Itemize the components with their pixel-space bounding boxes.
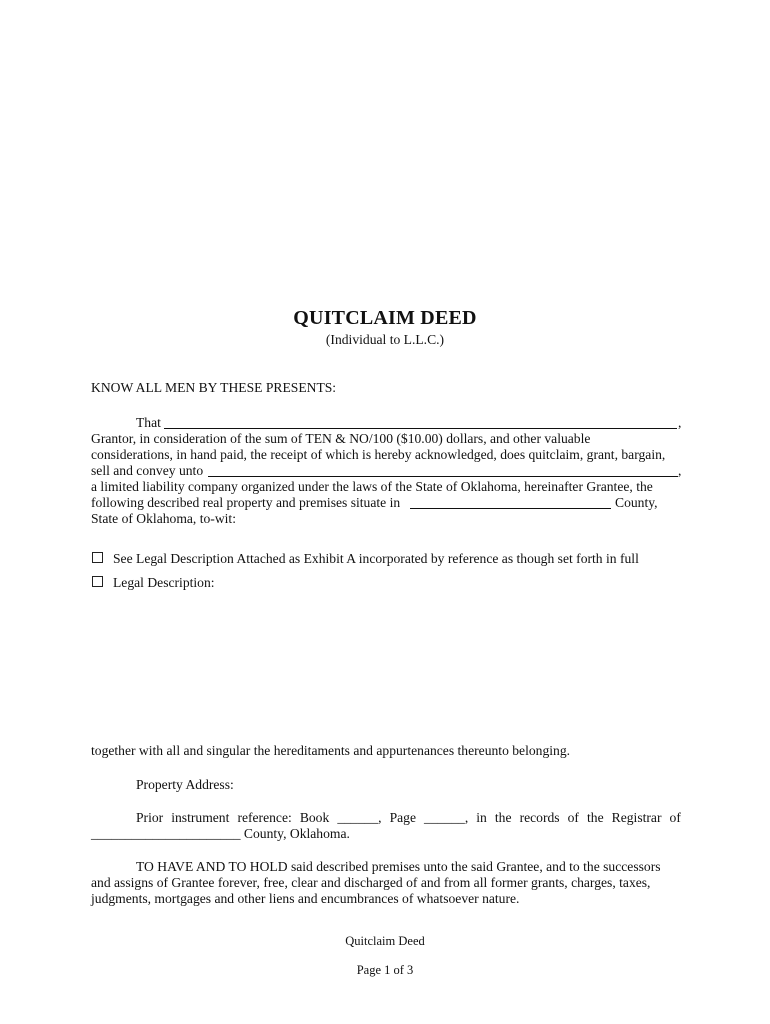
preamble: KNOW ALL MEN BY THESE PRESENTS: [91, 380, 337, 395]
footer-title: Quitclaim Deed [345, 934, 425, 948]
comma: , [678, 463, 682, 478]
word: in [476, 810, 487, 825]
paragraph-line: Grantor, in consideration of the sum of TEN & NO/100 ($10.00) dollars, and other valuable [91, 431, 591, 446]
that-label: That [136, 415, 161, 430]
grantee-name-field[interactable] [208, 476, 678, 477]
exhibit-a-label: See Legal Description Attached as Exhibit A incorporated by reference as though set forth in full [113, 551, 639, 566]
paragraph-line: a limited liability company organized under the laws of the State of Oklahoma, hereinafter Grantee, the [91, 479, 653, 494]
word: Registrar [611, 810, 662, 825]
word: reference: [237, 810, 292, 825]
word: the [587, 810, 604, 825]
legal-description-label: Legal Description: [113, 575, 215, 590]
habendum-line: TO HAVE AND TO HOLD said described premises unto the said Grantee, and to the successors [136, 859, 661, 874]
word: of [567, 810, 579, 825]
legal-description-checkbox[interactable] [92, 576, 103, 587]
habendum-line: judgments, mortgages and other liens and encumbrances of whatsoever nature. [91, 891, 520, 906]
paragraph-line: considerations, in hand paid, the receipt of which is hereby acknowledged, does quitclaim, grant, bargain, [91, 447, 666, 462]
book-field[interactable]: ______, [337, 810, 382, 825]
grantor-name-field[interactable] [164, 428, 677, 429]
registrar-county-line[interactable]: ______________________ County, Oklahoma. [91, 826, 350, 841]
comma: , [678, 415, 682, 430]
habendum-line: and assigns of Grantee forever, free, clear and discharged of and from all former grants, charges, taxes, [91, 875, 651, 890]
paragraph-line: following described real property and premises situate in [91, 495, 401, 510]
document-subtitle: (Individual to L.L.C.) [325, 332, 445, 347]
word: Page [389, 810, 416, 825]
paragraph-line: State of Oklahoma, to-wit: [91, 511, 236, 526]
together-clause: together with all and singular the hereditaments and appurtenances thereunto belonging. [91, 743, 571, 758]
paragraph-line: County, [615, 495, 658, 510]
word: the [494, 810, 512, 825]
page-field[interactable]: ______, [424, 810, 469, 825]
word: of [669, 810, 681, 825]
word: records [519, 810, 560, 825]
word: Prior [136, 810, 164, 825]
document-title: QUITCLAIM DEED [293, 307, 477, 329]
word: instrument [171, 810, 230, 825]
page-number: Page 1 of 3 [356, 963, 414, 977]
county-field[interactable] [410, 508, 611, 509]
paragraph-line: sell and convey unto [91, 463, 204, 478]
property-address-label: Property Address: [136, 777, 234, 792]
exhibit-a-checkbox[interactable] [92, 552, 103, 563]
word: Book [299, 810, 330, 825]
prior-instrument-line [136, 810, 681, 826]
